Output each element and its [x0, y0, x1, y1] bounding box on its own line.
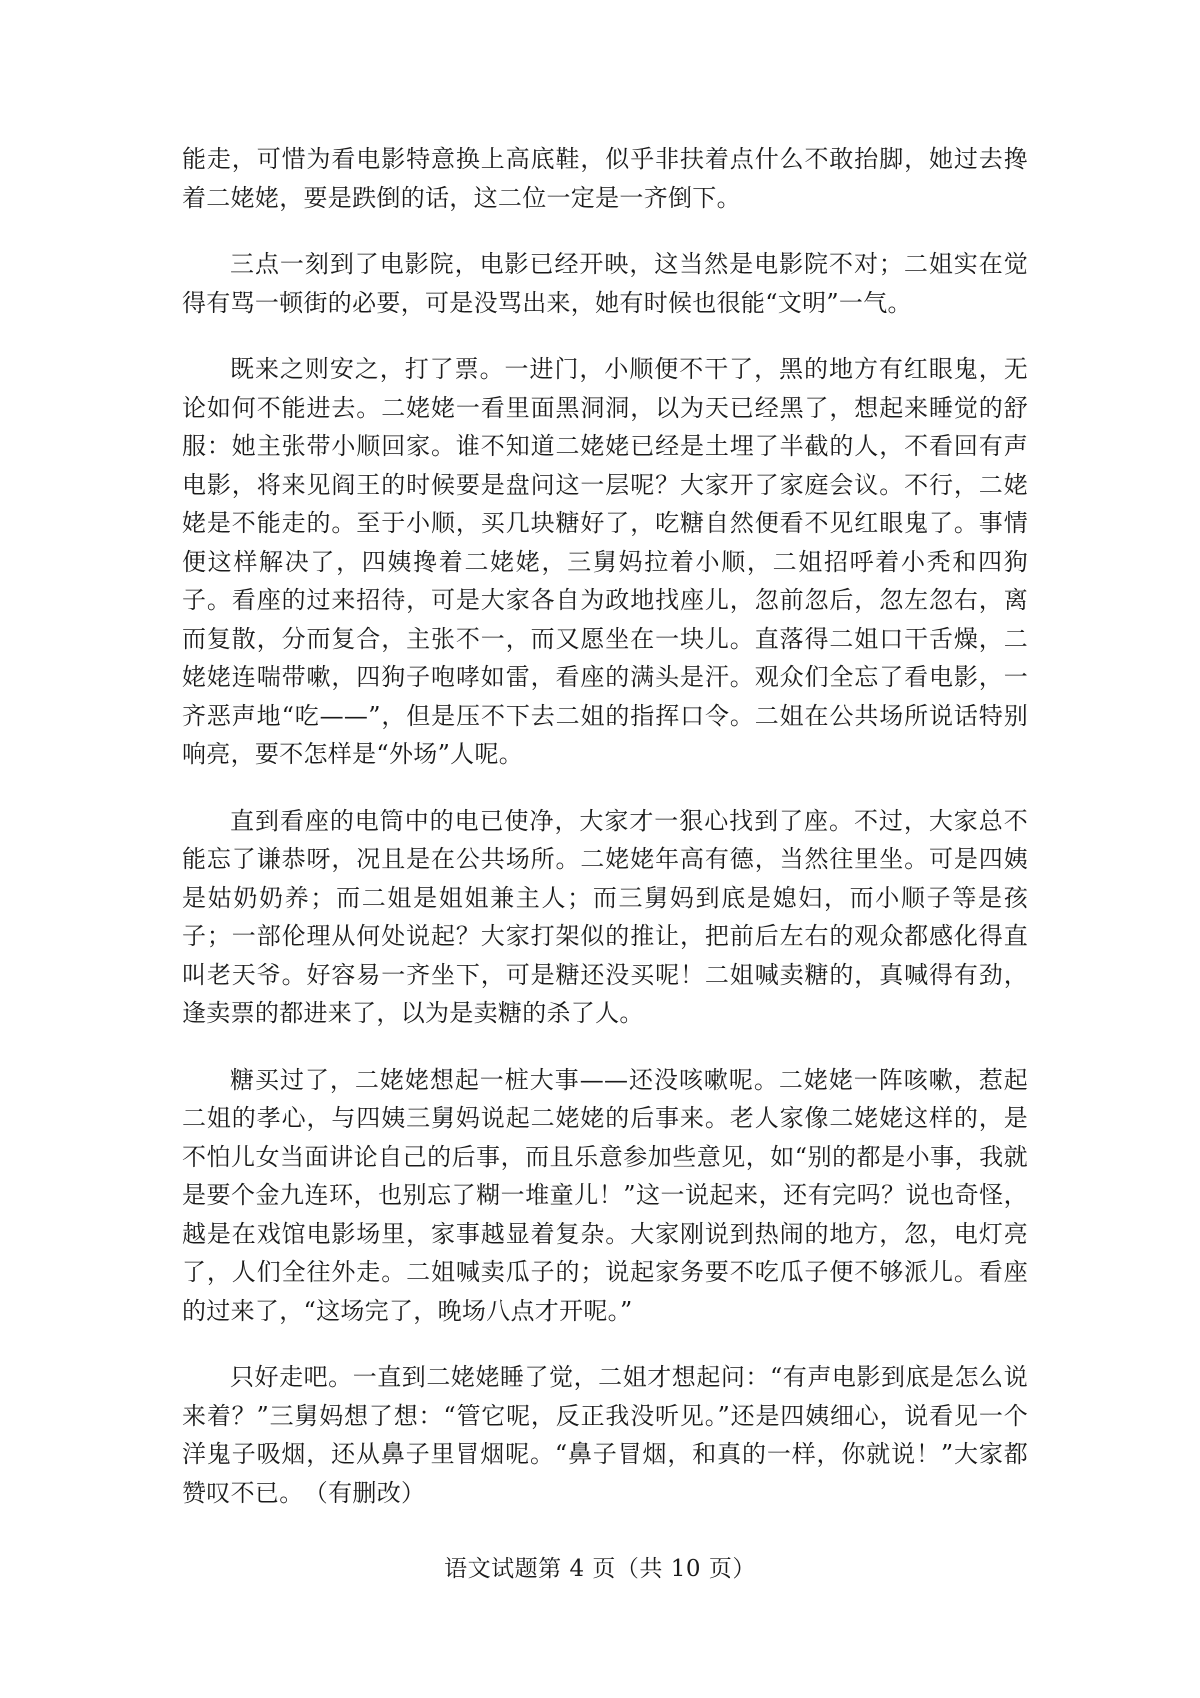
passage-body: [182, 140, 1028, 1512]
paragraph-6: 只好走吧。一直到二姥姥睡了觉，二姐才想起问：“有声电影到底是怎么说来着？”三舅妈想了想：“管它呢，反正我没听见。”还是四姨细心，说看见一个洋鬼子吸烟，还从鼻子里冒烟呢。“鼻子冒烟，和真的一样，你就说！”大家都赞叹不已。 （有删改）: [182, 1363, 1028, 1507]
paragraph-2: 三点一刻到了电影院，电影已经开映，这当然是电影院不对；二姐实在觉得有骂一顿街的必要，可是没骂出来，她有时候也很能“文明”一气。: [182, 250, 1028, 317]
paragraph-4: 直到看座的电筒中的电已使净，大家才一狠心找到了座。不过，大家总不能忘了谦恭呀，况且是在公共场所。二姥姥年高有德，当然往里坐。可是四姨是姑奶奶养；而二姐是姐姐兼主人；而三舅妈到底是媳妇，而小顺子等是孩子；一部伦理从何处说起？大家打架似的推让，把前后左右的观众都感化得直叫老天爷。好容易一齐坐下，可是糖还没买呢！二姐喊卖糖的，真喊得有劲，逢卖票的都进来了，以为是卖糖的杀了人。: [182, 806, 1028, 1027]
paragraph-5: 糖买过了，二姥姥想起一桩大事——还没咳嗽呢。二姥姥一阵咳嗽，惹起二姐的孝心，与四姨三舅妈说起二姥姥的后事来。老人家像二姥姥这样的，是不怕儿女当面讲论自己的后事，而且乐意参加些意见，如“别的都是小事，我就是要个金九连环，也别忘了糊一堆童儿！”这一说起来，还有完吗？说也奇怪，越是在戏馆电影场里，家事越显着复杂。大家刚说到热闹的地方，忽，电灯亮了，人们全往外走。二姐喊卖瓜子的；说起家务要不吃瓜子便不够派儿。看座的过来了，“这场完了，晚场八点才开呢。”: [182, 1065, 1028, 1325]
page-footer: 语文试题第 4 页（共 10 页）: [444, 1556, 756, 1582]
paragraph-1: 能走，可惜为看电影特意换上高底鞋，似乎非扶着点什么不敢抬脚，她过去搀着二姥姥，要是跌倒的话，这二位一定是一齐倒下。: [182, 145, 1028, 212]
paragraph-3: 既来之则安之，打了票。一进门，小顺便不干了，黑的地方有红眼鬼，无论如何不能进去。二姥姥一看里面黑洞洞，以为天已经黑了，想起来睡觉的舒服：她主张带小顺回家。谁不知道二姥姥已经是土埋了半截的人，不看回有声电影，将来见阎王的时候要是盘问这一层呢？大家开了家庭会议。不行，二姥姥是不能走的。至于小顺，买几块糖好了，吃糖自然便看不见红眼鬼了。事情便这样解决了，四姨搀着二姥姥，三舅妈拉着小顺，二姐招呼着小秃和四狗子。看座的过来招待，可是大家各自为政地找座儿，忽前忽后，忽左忽右，离而复散，分而复合，主张不一，而又愿坐在一块儿。直落得二姐口干舌燥，二姥姥连喘带嗽，四狗子咆哮如雷，看座的满头是汗。观众们全忘了看电影，一齐恶声地“吃——”，但是压不下去二姐的指挥口令。二姐在公共场所说话特别响亮，要不怎样是“外场”人呢。: [182, 355, 1028, 768]
